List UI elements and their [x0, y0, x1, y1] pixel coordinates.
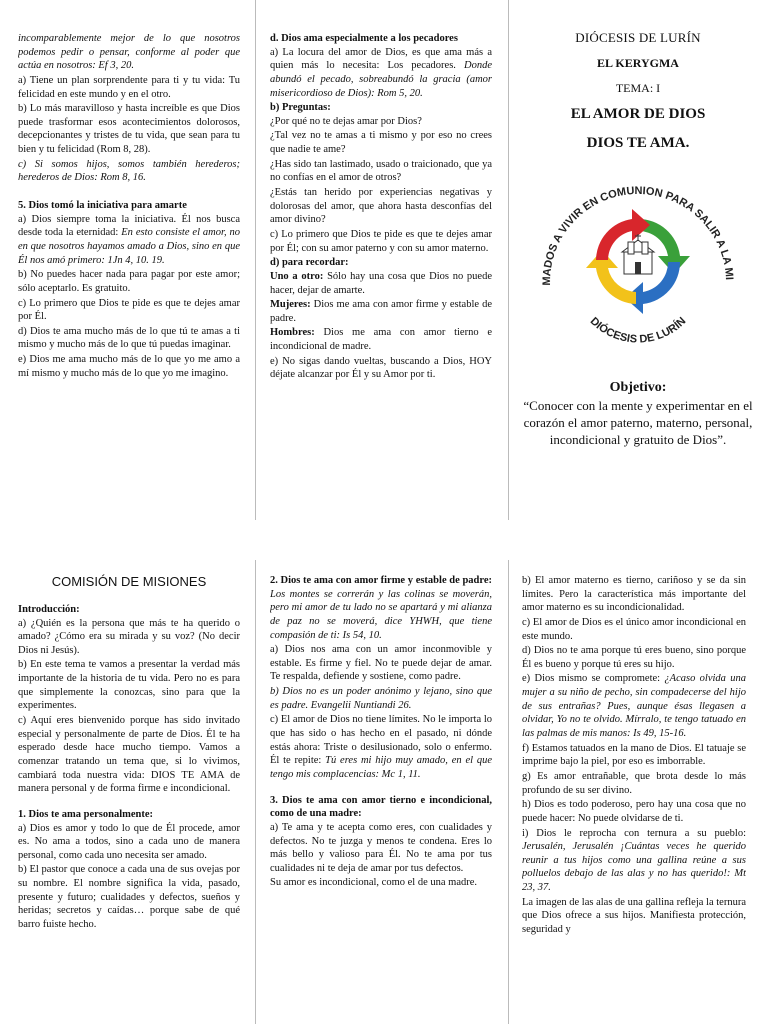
paragraph: Su amor es incondicional, como el de una madre. [270, 877, 478, 889]
question: ¿Por qué no te dejas amar por Dios? [270, 115, 422, 127]
commission-title: COMISIÓN DE MISIONES [51, 574, 207, 589]
objective-text: “Conocer con la mente y experimentar en el corazón el amor paterno, materno, personal, incondicional y gratuito de Dios”. [523, 398, 753, 447]
paragraph: La imagen de las alas de una gallina refleja la ternura que Dios ofrece a sus hijos. Manifiesta protección, seguridad y [522, 896, 746, 936]
section-heading: Introducción: [18, 603, 80, 615]
top-left-column [18, 32, 240, 512]
paragraph: a) Dios siempre toma la iniciativa. Él nos busca desde toda la eternidad: En esto consiste el amor, no en que nosotros hayamos amado a Dios, sino en que Él nos amó primero: 1Jn 4, 10. 19. [18, 213, 240, 266]
paragraph: c) Si somos hijos, somos también herederos; herederos de Dios: Rom 8, 16. [18, 158, 240, 184]
paragraph: c) Lo primero que Dios te pide es que te dejes amar por Él. [18, 297, 240, 323]
top-middle-column [270, 32, 492, 512]
bottom-middle-column [270, 574, 492, 1022]
question: ¿Has sido tan lastimado, usado o traicionado, que ya no confías en el amor de otros? [270, 158, 492, 184]
section-heading: d. Dios ama especialmente a los pecadores [270, 33, 458, 44]
paragraph: c) Lo primero que Dios te pide es que te dejes amar por Él; con su amor paterno y con su amor materno. [270, 228, 492, 254]
diocese-name: DIÓCESIS DE LURÍN [575, 30, 701, 45]
paragraph: incomparablemente mejor de lo que nosotros podemos pedir o pensar, conforme al poder que actúa en nosotros: Ef 3, 20. [18, 33, 240, 72]
paragraph: a) Dios es amor y todo lo que de Él procede, amor es. No ama a todos, sino a cada uno de manera personal, como cada uno necesita ser amado. [18, 822, 240, 861]
paragraph: b) El pastor que conoce a cada una de sus ovejas por su nombre. El nombre significa la vida, pasado, presente y futuro; cualidades y defectos, sueños y heridas; secretos y caídas… porque sabe de qué barro fuiste hecho. [18, 864, 240, 930]
paragraph: d) Dios te ama mucho más de lo que tú te amas a ti mismo y mucho más de lo que tú puedas imaginar. [18, 325, 240, 351]
paragraph: a) Tiene un plan sorprendente para ti y tu vida: Tu felicidad en este mundo y en el otro. [18, 74, 240, 100]
paragraph: b) Lo más maravilloso y hasta increíble es que Dios puede trasformar esos acontecimientos dolorosos, decepcionantes y tristes de tu vida, que sean para tu bien y tu felicidad (Rom 8, 28). [18, 103, 240, 156]
paragraph: i) Dios le reprocha con ternura a su pueblo: Jerusalén, Jerusalén ¡Cuántas veces he querido reunir a tus hijos como una gallina reúne a sus polluelos debajo de las alas y no has querido!: Mt 23, 37. [522, 827, 746, 894]
paragraph: b) Dios no es un poder anónimo y lejano, sino que es padre. Evangelii Nuntiandi 26. [270, 686, 492, 711]
kerygma-label: EL KERYGMA [597, 56, 679, 70]
column-divider [255, 560, 256, 1024]
cover-subtitle: DIOS TE AMA. [586, 135, 690, 151]
column-divider [255, 0, 256, 520]
subheading: b) Preguntas: [270, 102, 331, 114]
section-heading: 5. Dios tomó la iniciativa para amarte [18, 200, 187, 212]
cover-panel [520, 20, 756, 449]
paragraph: a) Dios nos ama con un amor inconmovible y estable. Es firme y fiel. No te puede dejar de amar. Te respalda, defiende y sostiene, como padre. [270, 644, 492, 683]
paragraph: a) ¿Quién es la persona que más te ha querido o amado? ¿Cómo era su mirada y su voz? (No decir Dios ni Jesús). [18, 617, 240, 656]
paragraph: a) La locura del amor de Dios, es que ama más a quien más lo necesita: Los pecadores. Donde abundó el pecado, sobreabundó la gracia (amor misericordioso de Dios): Rom 5, 20. [270, 46, 492, 99]
paragraph: b) En este tema te vamos a presentar la verdad más importante de la historia de tu vida. Pero no es para que simplemente la conozcas, sino para que la experimentes. [18, 659, 240, 712]
subheading: d) para recordar: [270, 257, 349, 269]
paragraph: a) Te ama y te acepta como eres, con cualidades y defectos. No te juzga y menos te condena. Eres lo más bello y valioso para Él. No te ama por tus cualidades ni te deja de amar por tus defectos. [270, 821, 492, 874]
paragraph: d) Dios no te ama porque tú eres bueno, sino porque Él es bueno y porque tú eres su hijo. [522, 645, 746, 670]
objective-title: Objetivo: [609, 380, 667, 395]
church-icon [622, 234, 654, 274]
paragraph: e) Dios me ama mucho más de lo que yo me amo a mí mismo y mucho más de lo que yo me imagino. [18, 354, 240, 379]
paragraph: b) El amor materno es tierno, cariñoso y se da sin límites. Pero la característica más importante del amor materno es su incondicionalidad. [522, 575, 746, 614]
paragraph: c) El amor de Dios es el único amor incondicional en este mundo. [522, 616, 746, 642]
diocese-logo [528, 164, 748, 354]
cover-title: EL AMOR DE DIOS [570, 106, 706, 122]
bottom-right-column [522, 574, 746, 1024]
question: ¿Estás tan herido por experiencias negativas y dolorosas del amor, que ahora hasta desconfías del amor divino? [270, 187, 492, 226]
paragraph: h) Dios es todo poderoso, pero hay una cosa que no puede hacer: No puede olvidarse de ti. [522, 799, 746, 824]
paragraph: f) Estamos tatuados en la mano de Dios. El tatuaje se imprime bajo la piel, por eso es imborrable. [522, 742, 746, 768]
section-heading: 3. Dios te ama con amor tierno e incondicional, como de una madre: [270, 794, 492, 820]
paragraph: Hombres: Dios me ama con amor tierno e incondicional de madre. [270, 327, 492, 353]
logo-diocese: DIÓCESIS DE LURÍN [587, 315, 689, 346]
section-heading: 1. Dios te ama personalmente: [18, 808, 154, 820]
question: ¿Tal vez no te amas a ti mismo y por eso no crees que nadie te ame? [270, 130, 492, 156]
section-heading: 2. Dios te ama con amor firme y estable de padre: Los montes se correrán y las colinas se moverán, pero mi amor de tu lado no se apartará y mi alianza de paz no se moverá, dice YHWH, que tiene compasión de ti: Is 54, 10. [270, 575, 492, 641]
paragraph: g) Es amor entrañable, que brota desde lo más profundo de su ser divino. [522, 770, 746, 796]
logo-motto: MADOS A VIVIR EN COMUNION PARA SALIR A LA MI [540, 184, 735, 286]
paragraph: c) El amor de Dios no tiene límites. No le importa lo que has sido o has hecho en el pasado, ni dónde estás ahora: Triste o desilusionado, solo o enfermo. Él te repite: Tú eres mi hijo muy amado, en el que tengo mis complacencias: Mc 1, 11. [270, 714, 492, 780]
paragraph: c) Aquí eres bienvenido porque has sido invitado especial y personalmente de parte de Dios. Él te ha esperado desde hace mucho tiempo. Vamos a comenzar tratando un tema que, si lo vivimos, cambiará toda nuestra vida: DIOS TE AMA de manera personal y de forma firme e incondicional. [18, 715, 240, 795]
paragraph: e) No sigas dando vueltas, buscando a Dios, HOY déjate alcanzar por Él y su Amor por ti. [270, 355, 492, 381]
logo-graphic [528, 164, 748, 354]
paragraph: Uno a otro: Sólo hay una cosa que Dios no puede hacer, dejar de amarte. [270, 270, 492, 296]
column-divider [508, 560, 509, 1024]
paragraph: Mujeres: Dios me ama con amor firme y estable de padre. [270, 299, 492, 324]
bottom-left-column [18, 574, 240, 1022]
column-divider [508, 0, 509, 520]
paragraph: b) No puedes hacer nada para pagar por este amor; sólo aceptarlo. Es gratuito. [18, 269, 240, 294]
paragraph: e) Dios mismo se compromete: ¿Acaso olvida una mujer a su niño de pecho, sin compadecerse del hijo de sus entrañas? Pues, aunque ésas llegasen a olvidar, Yo no te olvido. Mírralo, te tengo tatuado en las palmas de mis manos: Is 49, 15-16. [522, 673, 746, 740]
theme-number: TEMA: I [615, 81, 661, 95]
